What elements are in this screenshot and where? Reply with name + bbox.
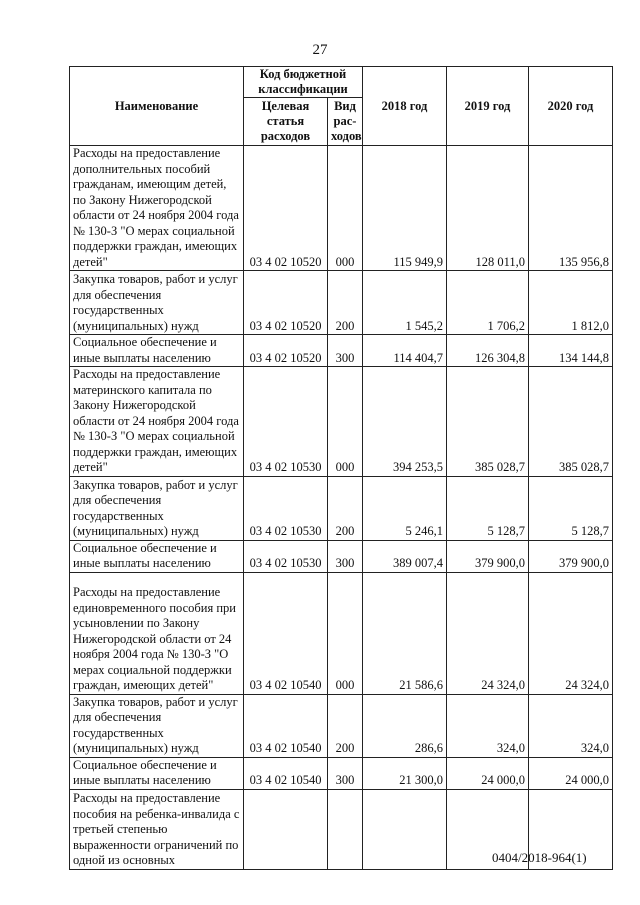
row-name: Закупка товаров, работ и услуг для обеспечения государственных (муниципальных) нужд [70,271,244,335]
row-expense-kind: 300 [328,335,363,367]
row-value-2020: 24 324,0 [529,572,613,694]
row-value-2018: 115 949,9 [363,146,447,271]
table-row [70,694,613,757]
row-expense-kind: 000 [328,572,363,694]
table-row [70,335,613,367]
row-value-2019: 126 304,8 [447,335,529,367]
row-target-article: 03 4 02 10520 [244,335,328,367]
row-name: Закупка товаров, работ и услуг для обеспечения государственных (муниципальных) нужд [70,476,244,540]
row-target-article: 03 4 02 10530 [244,476,328,540]
table-row [70,476,613,540]
header-name: Наименование [70,67,244,146]
row-expense-kind: 300 [328,757,363,789]
row-target-article: 03 4 02 10530 [244,540,328,572]
row-expense-kind: 000 [328,367,363,477]
row-value-2019: 24 000,0 [447,757,529,789]
row-name: Социальное обеспечение и иные выплаты населению [70,757,244,789]
row-value-2020: 134 144,8 [529,335,613,367]
row-value-2018: 1 545,2 [363,271,447,335]
header-2018: 2018 год [363,67,447,146]
row-value-2019: 385 028,7 [447,367,529,477]
row-value-2019: 379 900,0 [447,540,529,572]
row-value-2019: 5 128,7 [447,476,529,540]
row-value-2018 [363,789,447,869]
row-value-2018: 5 246,1 [363,476,447,540]
table-row [70,146,613,271]
table-row [70,540,613,572]
row-expense-kind: 200 [328,271,363,335]
row-name: Социальное обеспечение и иные выплаты населению [70,540,244,572]
header-expense-kind: Вид рас-ходов [328,98,363,146]
row-value-2018: 286,6 [363,694,447,757]
row-name: Расходы на предоставление дополнительных пособий гражданам, имеющим детей, по Закону Нижегородской области от 24 ноября 2004 года № 130-З "О мерах социальной поддержки граждан, имеющих детей" [70,146,244,271]
row-value-2020: 385 028,7 [529,367,613,477]
header-target-article: Целевая статья расходов [244,98,328,146]
row-target-article: 03 4 02 10520 [244,271,328,335]
row-target-article [244,789,328,869]
row-value-2018: 21 586,6 [363,572,447,694]
row-value-2018: 21 300,0 [363,757,447,789]
document-number: 0404/2018-964(1) [492,850,587,865]
header-2020: 2020 год [529,67,613,146]
table-row [70,271,613,335]
row-name: Расходы на предоставление материнского капитала по Закону Нижегородской области от 24 ноября 2004 года № 130-З "О мерах социальной поддержки граждан, имеющих детей" [70,367,244,477]
row-value-2020: 24 000,0 [529,757,613,789]
row-value-2020: 379 900,0 [529,540,613,572]
table-row [70,367,613,477]
row-target-article: 03 4 02 10530 [244,367,328,477]
row-value-2018: 389 007,4 [363,540,447,572]
header-2019: 2019 год [447,67,529,146]
row-value-2019: 128 011,0 [447,146,529,271]
row-name: Расходы на предоставление пособия на ребенка-инвалида с третьей степенью выраженности ограничений по одной из основных [70,789,244,869]
row-name: Социальное обеспечение и иные выплаты населению [70,335,244,367]
row-value-2018: 114 404,7 [363,335,447,367]
table-row [70,572,613,694]
row-name: Расходы на предоставление единовременного пособия при усыновлении по Закону Нижегородской области от 24 ноября 2004 года № 130-З "О мерах социальной поддержки граждан, имеющих детей" [70,572,244,694]
row-expense-kind: 200 [328,476,363,540]
row-value-2019: 324,0 [447,694,529,757]
row-target-article: 03 4 02 10540 [244,694,328,757]
row-target-article: 03 4 02 10540 [244,757,328,789]
budget-table [69,66,613,870]
table-row [70,757,613,789]
row-value-2020: 1 812,0 [529,271,613,335]
row-target-article: 03 4 02 10520 [244,146,328,271]
row-value-2020: 324,0 [529,694,613,757]
row-value-2020: 135 956,8 [529,146,613,271]
row-value-2019: 24 324,0 [447,572,529,694]
row-value-2018: 394 253,5 [363,367,447,477]
row-expense-kind [328,789,363,869]
page-number: 27 [312,42,328,58]
row-value-2019: 1 706,2 [447,271,529,335]
header-kbk-group: Код бюджетной классификации [244,67,363,98]
row-value-2020: 5 128,7 [529,476,613,540]
row-name: Закупка товаров, работ и услуг для обеспечения государственных (муниципальных) нужд [70,694,244,757]
row-target-article: 03 4 02 10540 [244,572,328,694]
row-expense-kind: 200 [328,694,363,757]
row-expense-kind: 300 [328,540,363,572]
row-expense-kind: 000 [328,146,363,271]
